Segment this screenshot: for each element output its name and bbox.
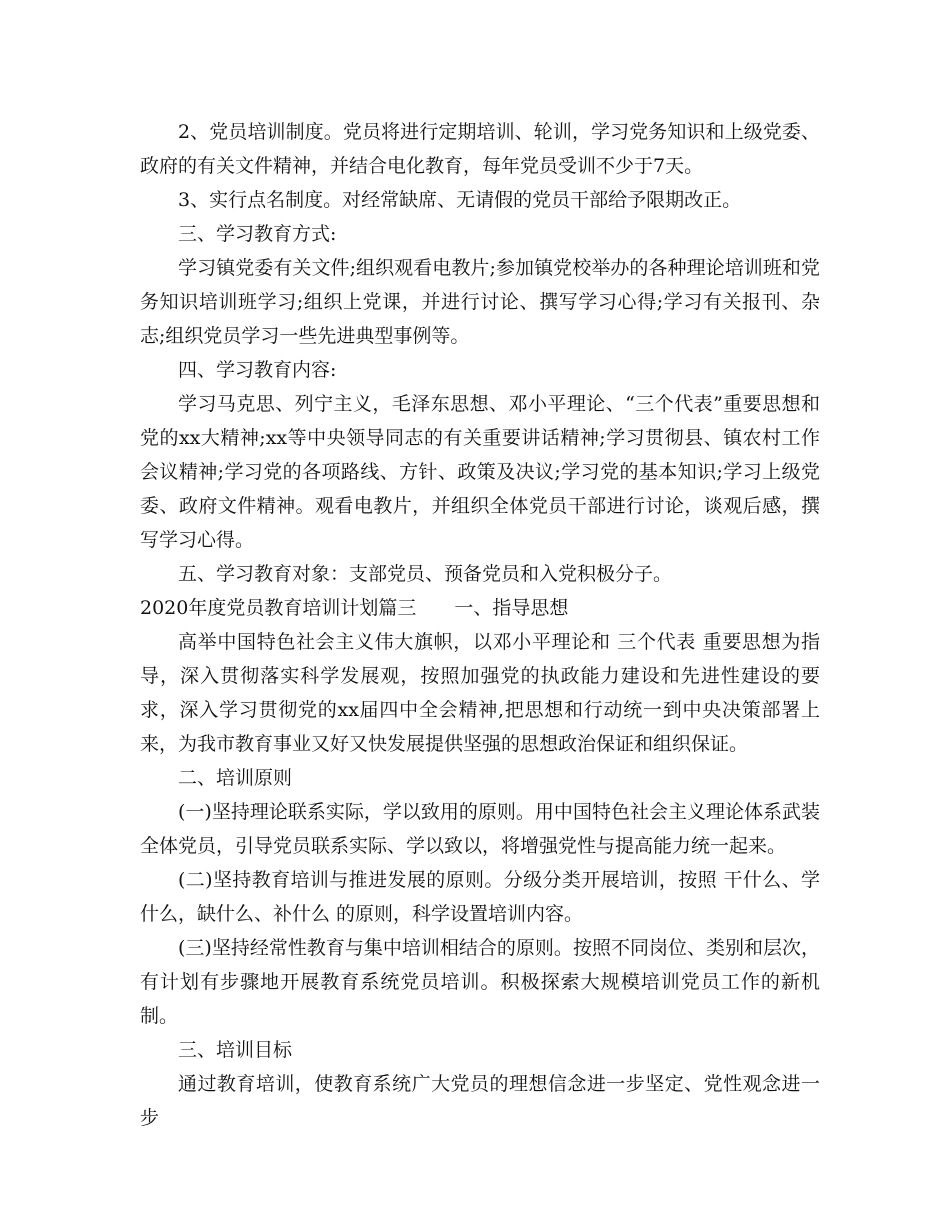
heading-training-goals: 三、培训目标: [178, 1039, 293, 1061]
paragraph-principle-2: (二)坚持教育培训与推进发展的原则。分级分类开展培训，按照 干什么、学什么，缺什么、补什么 的原则，科学设置培训内容。: [140, 869, 820, 925]
paragraph-roll-call-system: 3、实行点名制度。对经常缺席、无请假的党员干部给予限期改正。: [178, 189, 742, 211]
paragraph-study-methods: 学习镇党委有关文件;组织观看电教片;参加镇党校举办的各种理论培训班和党务知识培训班学习;组织上党课，并进行讨论、撰写学习心得;学习有关报刊、杂志;组织党员学习一些先进典型事例等。: [140, 257, 820, 347]
paragraph-guiding-thought: 高举中国特色社会主义伟大旗帜，以邓小平理论和 三个代表 重要思想为指导，深入贯彻落实科学发展观，按照加强党的执政能力建设和先进性建设的要求，深入学习贯彻党的xx届四中全会精神,把思想和行动统一到中央决策部署上来，为我市教育事业又好又快发展提供坚强的思想政治保证和组织保证。: [140, 631, 820, 755]
paragraph-principle-3: (三)坚持经常性教育与集中培训相结合的原则。按照不同岗位、类别和层次，有计划有步骤地开展教育系统党员培训。积极探索大规模培训党员工作的新机制。: [140, 937, 820, 1027]
paragraph-study-content: 学习马克思、列宁主义，毛泽东思想、邓小平理论、“三个代表”重要思想和党的xx大精神;xx等中央领导同志的有关重要讲话精神;学习贯彻县、镇农村工作会议精神;学习党的各项路线、方针、政策及决议;学习党的基本知识;学习上级党委、政府文件精神。观看电教片，并组织全体党员干部进行讨论，谈观后感，撰写学习心得。: [140, 393, 820, 551]
section-subtitle: 一、指导思想: [454, 597, 569, 619]
heading-training-principles: 二、培训原则: [178, 767, 293, 789]
paragraph-training-system: 2、党员培训制度。党员将进行定期培训、轮训，学习党务知识和上级党委、政府的有关文件精神，并结合电化教育，每年党员受训不少于7天。: [140, 121, 820, 177]
section-heading-line: [140, 591, 820, 625]
paragraph-principle-1: (一)坚持理论联系实际，学以致用的原则。用中国特色社会主义理论体系武装全体党员，引导党员联系实际、学以致以，将增强党性与提高能力统一起来。: [140, 801, 820, 857]
section-title: 2020年度党员教育培训计划篇三: [140, 597, 417, 619]
document-body: [140, 115, 820, 1135]
paragraph-training-goals: 通过教育培训，使教育系统广大党员的理想信念进一步坚定、党性观念进一步: [140, 1073, 820, 1129]
paragraph-study-targets: 五、学习教育对象：支部党员、预备党员和入党积极分子。: [178, 563, 673, 585]
heading-study-content: 四、学习教育内容:: [178, 359, 337, 381]
heading-study-methods: 三、学习教育方式:: [178, 223, 337, 245]
